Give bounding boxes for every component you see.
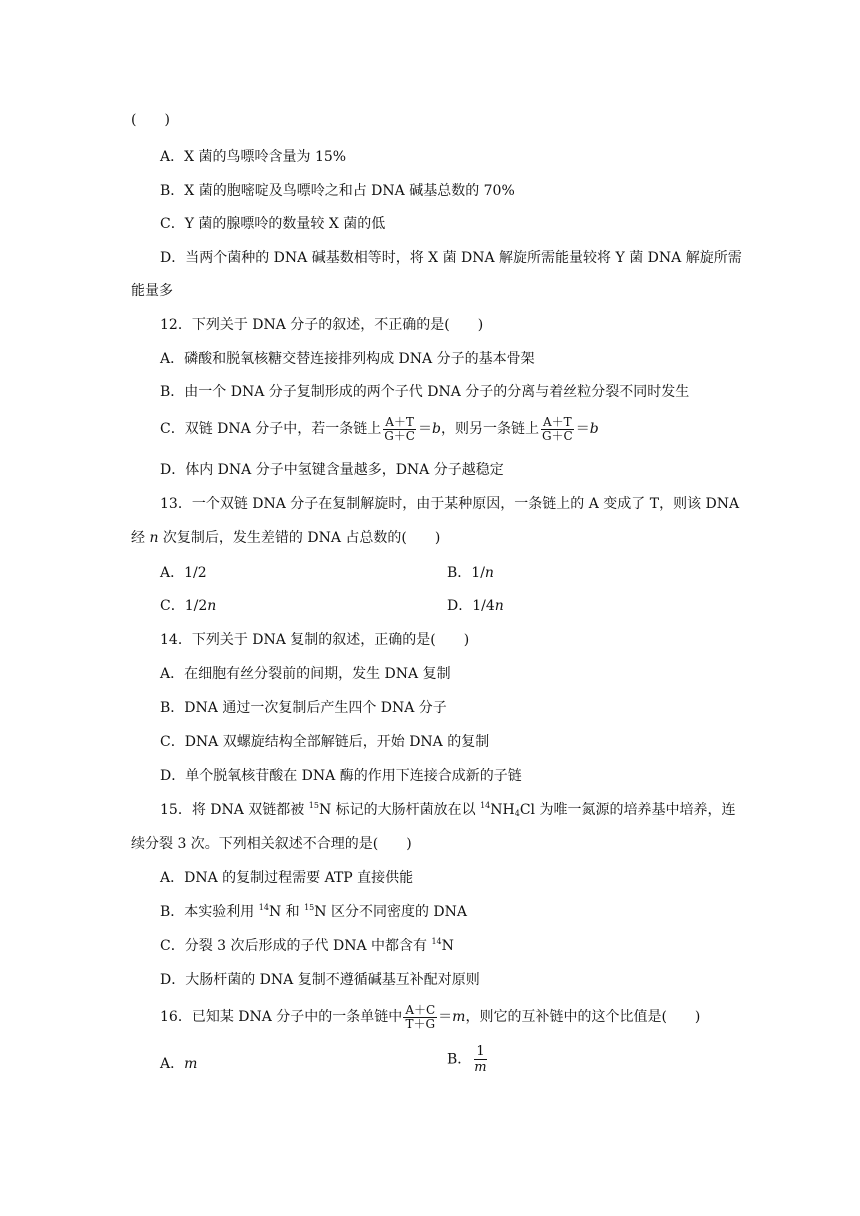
q12-option-c-mid: ，则另一条链上 [440,421,539,437]
q12-stem: 12．下列关于 DNA 分子的叙述，不正确的是( ) [160,317,484,333]
variable-n: n [207,598,217,614]
q15-stem-text: N 标记的大肠杆菌放在以 [318,802,481,818]
superscript: 14 [258,903,269,912]
superscript: 14 [480,801,491,810]
q12-option-b: B．由一个 DNA 分子复制形成的两个子代 DNA 分子的分离与着丝粒分裂不同时发生 [160,384,690,400]
q11-option-b: B．X 菌的胞嘧啶及鸟嘌呤之和占 DNA 碱基总数的 70% [160,183,515,199]
fraction-denominator: G＋C [384,428,415,443]
q15-option-a: A．DNA 的复制过程需要 ATP 直接供能 [160,870,414,886]
variable-n: n [494,598,504,614]
q12-option-d: D．体内 DNA 分子中氢键含量越多，DNA 分子越稳定 [160,462,504,478]
q12-option-c [160,414,599,444]
q15-option-c-text: N [441,938,454,954]
q16-option-b-fraction [472,1044,488,1075]
equals-sign: ＝ [438,1009,453,1025]
fraction-numerator: A＋T [385,414,414,429]
q12-option-a: A．磷酸和脱氧核糖交替连接排列构成 DNA 分子的基本骨架 [160,351,535,367]
q11-option-c: C．Y 菌的腺嘌呤的数量较 X 菌的低 [160,216,386,232]
q15-stem-text: NH [490,802,515,818]
fraction-denominator: T＋G [405,1016,436,1031]
q16-option-a [160,1054,197,1074]
fraction-numerator: A＋T [543,414,572,429]
q11-option-d-continued: 能量多 [131,283,173,299]
q13-option-b [447,563,494,583]
fraction-denominator: G＋C [541,428,573,443]
superscript: 15 [304,903,315,912]
q15-stem-text: Cl 为唯一氮源的培养基中培养，连 [519,802,736,818]
q16-option-b [447,1044,490,1075]
q16-stem-text: 16．已知某 DNA 分子中的一条单链中 [160,1009,403,1025]
superscript: 14 [431,937,442,946]
q13-option-d-text: D．1/4 [447,598,495,614]
q11-option-a: A．X 菌的鸟嘌呤含量为 15% [160,149,347,165]
superscript: 15 [308,801,319,810]
q15-option-b-text: N 和 [268,904,305,920]
q13-stem-line-1: 13．一个双链 DNA 分子在复制解旋时，由于某种原因，一条链上的 A 变成了 T，则该 DNA [160,496,740,512]
subscript: 4 [514,809,520,818]
q13-option-b-text: B．1/ [447,565,485,581]
q11-answer-bracket: ( ) [131,112,170,128]
variable-m: m [184,1056,198,1072]
q15-stem-line-2: 续分裂 3 次。下列相关叙述不合理的是( ) [131,836,412,852]
q13-option-c [160,596,216,616]
q15-stem-line-1 [160,800,735,820]
q16-option-b-label: B． [447,1051,472,1068]
variable-n: n [484,565,494,581]
q12-option-c-text: C．双链 DNA 分子中，若一条链上 [160,421,382,437]
variable-m: m [452,1009,466,1025]
q15-option-c-text: C．分裂 3 次后形成的子代 DNA 中都含有 [160,938,432,954]
equals-sign: ＝ [575,421,590,437]
fraction-denominator: m [474,1060,487,1075]
q15-option-b-text: N 区分不同密度的 DNA [314,904,468,920]
q12-fraction-1 [382,416,417,443]
q11-option-d: D．当两个菌种的 DNA 碱基数相等时，将 X 菌 DNA 解旋所需能量较将 Y 菌 DNA 解旋所需 [160,250,742,266]
q15-option-b [160,902,467,922]
variable-n: n [149,530,159,546]
fraction-numerator: A＋C [405,1002,436,1017]
q12-fraction-2 [540,416,575,443]
q13-stem-text: 次复制后，发生差错的 DNA 占总数的( ) [158,530,441,546]
variable-b: b [431,421,441,437]
q15-option-d: D．大肠杆菌的 DNA 复制不遵循碱基互补配对原则 [160,972,480,988]
q13-option-a: A．1/2 [160,565,207,581]
q16-option-a-label: A． [160,1056,185,1072]
q13-stem-text: 经 [131,530,150,546]
q14-option-c: C．DNA 双螺旋结构全部解链后，开始 DNA 的复制 [160,734,490,750]
q14-option-a: A．在细胞有丝分裂前的间期，发生 DNA 复制 [160,666,451,682]
q16-stem-text: ，则它的互补链中的这个比值是( ) [465,1009,701,1025]
q16-stem [160,1002,700,1032]
q15-option-b-text: B．本实验利用 [160,904,259,920]
q14-option-b: B．DNA 通过一次复制后产生四个 DNA 分子 [160,700,447,716]
q13-option-c-text: C．1/2 [160,598,208,614]
q14-stem: 14．下列关于 DNA 复制的叙述，正确的是( ) [160,632,470,648]
q15-option-c [160,936,454,956]
q13-stem-line-2 [131,528,440,548]
equals-sign: ＝ [417,421,432,437]
q14-option-d: D．单个脱氧核苷酸在 DNA 酶的作用下连接合成新的子链 [160,768,522,784]
variable-b: b [589,421,599,437]
q13-option-d [447,596,504,616]
q15-stem-text: 15．将 DNA 双链都被 [160,802,309,818]
q16-fraction [403,1004,437,1031]
fraction-numerator: 1 [476,1044,485,1059]
